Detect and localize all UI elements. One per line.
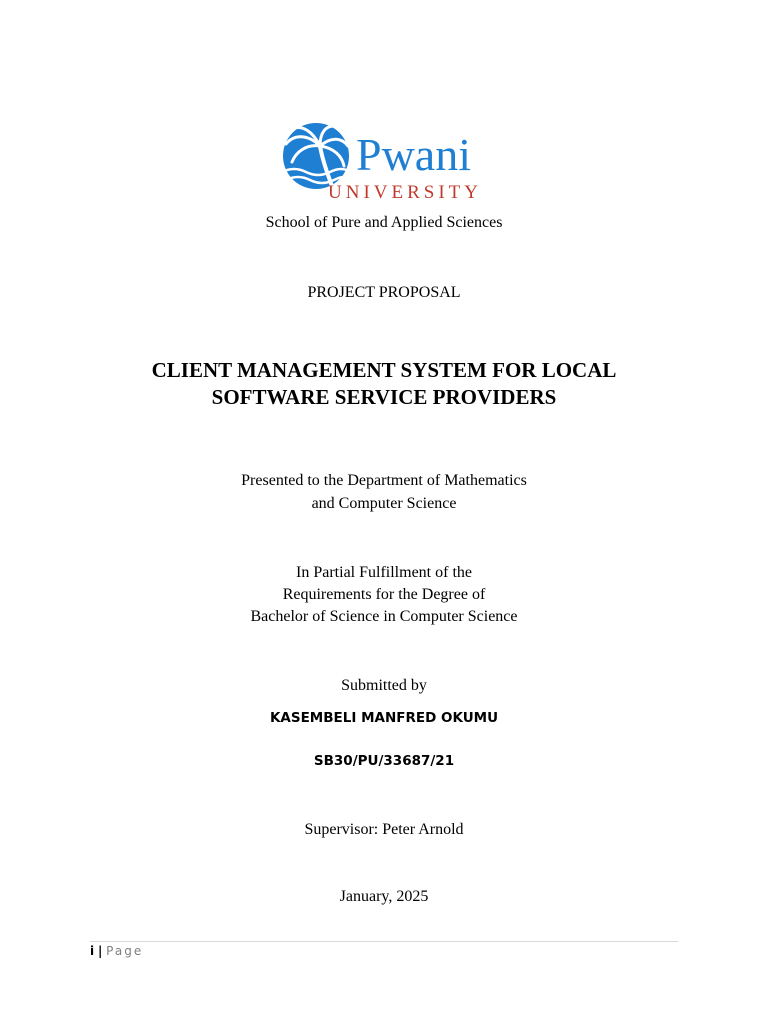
- logo-subtitle: UNIVERSITY: [328, 182, 482, 202]
- project-title-line-1: CLIENT MANAGEMENT SYSTEM FOR LOCAL: [151, 358, 617, 382]
- student-id: SB30/PU/33687/21: [313, 753, 455, 769]
- supervisor: Supervisor: Peter Arnold: [304, 821, 464, 838]
- fulfillment-line-2: Requirements for the Degree of: [282, 586, 486, 603]
- presented-line-1: Presented to the Department of Mathematics: [241, 472, 527, 489]
- project-title-line-2: SOFTWARE SERVICE PROVIDERS: [211, 385, 557, 409]
- palm-tree-icon: [276, 122, 492, 202]
- submitted-by-label: Submitted by: [341, 677, 427, 694]
- footer-divider: [90, 941, 678, 942]
- page-label: Page: [106, 944, 144, 958]
- school-name: School of Pure and Applied Sciences: [265, 214, 503, 231]
- page-footer: [90, 943, 143, 959]
- page-number: i: [90, 944, 95, 958]
- presented-line-2: and Computer Science: [311, 495, 457, 512]
- fulfillment-line-3: Bachelor of Science in Computer Science: [250, 608, 518, 625]
- university-logo: [276, 122, 492, 202]
- footer-separator: |: [97, 944, 103, 958]
- student-name: KASEMBELI MANFRED OKUMU: [269, 710, 499, 726]
- submission-date: January, 2025: [339, 888, 429, 905]
- document-type: PROJECT PROPOSAL: [307, 284, 461, 301]
- logo-name: Pwani: [356, 129, 471, 180]
- fulfillment-line-1: In Partial Fulfillment of the: [296, 564, 472, 581]
